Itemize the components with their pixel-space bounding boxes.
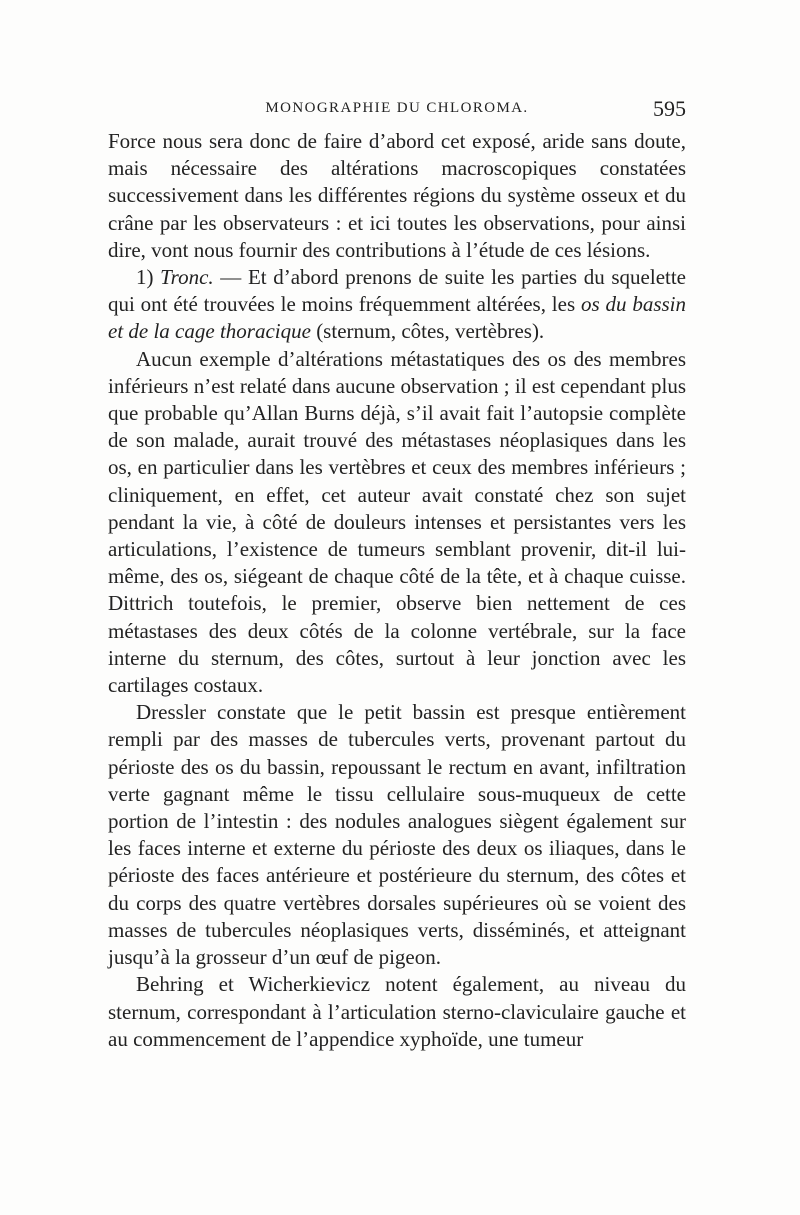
paragraph: Dressler constate que le petit bassin est presque entièrement rempli par des masses de tubercules verts, provenant partout du périoste des os du bassin, repoussant le rectum en avant, infiltration verte gagnant même le tissu cellulaire sous-muqueux de cette portion de l’intestin : des nodules analogues siègent également sur les faces interne et externe du périoste des deux os iliaques, dans le périoste des faces antérieure et postérieure du sternum, des côtes et du corps des quatre vertèbres dorsales supérieures où se voient des masses de tubercules néoplasiques verts, disséminés, et atteignant jusqu’à la grosseur d’un œuf de pigeon. bbox=[108, 700, 686, 970]
italic-phrase: os du bassin et de la cage thoracique bbox=[108, 292, 686, 344]
paragraph: Aucun exemple d’altérations métastatiques des os des membres inférieurs n’est relaté dans aucune observation ; il est cependant plus que probable qu’Allan Burns déjà, s’il avait fait l’autopsie complète de son malade, aurait trouvé des métastases néoplasiques dans les os, en particulier dans les vertèbres et ceux des membres inférieurs ; cliniquement, en effet, cet auteur avait constaté chez son sujet pendant la vie, à côté de douleurs intenses et persistantes vers les articulations, l’existence de tumeurs semblant provenir, dit-il lui-même, des os, siégeant de chaque côté de la tête, et à chaque cuisse. Dittrich toutefois, le premier, observe bien nettement de ces métastases des deux côtés de la colonne vertébrale, sur la face interne du sternum, des côtes, surtout à leur jonction avec les cartilages costaux. bbox=[108, 346, 686, 698]
paragraph: Force nous sera donc de faire d’abord cet exposé, aride sans doute, mais nécessaire des altérations macroscopiques constatées successivement dans les différentes régions du système osseux et du crâne par les observateurs : et ici toutes les observations, pour ainsi dire, vont nous fournir des contributions à l’étude de ces lésions. bbox=[108, 129, 686, 262]
paragraph: Behring et Wicherkievicz notent également, au niveau du sternum, correspondant à l’articulation sterno-claviculaire gauche et au commencement de l’appendice xyphoïde, une tumeur bbox=[108, 972, 686, 1051]
paragraph-text: Et d’abord prenons de suite les parties du squelette qui ont été trouvées le moins fréquemment altérées, les bbox=[108, 265, 686, 317]
section-number: 1) bbox=[136, 265, 154, 290]
paragraph-tronc bbox=[108, 264, 686, 346]
page-number: 595 bbox=[653, 96, 686, 121]
running-title: MONOGRAPHIE DU CHLOROMA. bbox=[265, 100, 529, 116]
paragraph-text: (sternum, côtes, vertèbres). bbox=[310, 319, 545, 344]
running-head bbox=[108, 96, 686, 126]
body-text bbox=[108, 128, 686, 1053]
section-dash: — bbox=[213, 265, 248, 290]
section-heading: Tronc. bbox=[160, 265, 214, 290]
